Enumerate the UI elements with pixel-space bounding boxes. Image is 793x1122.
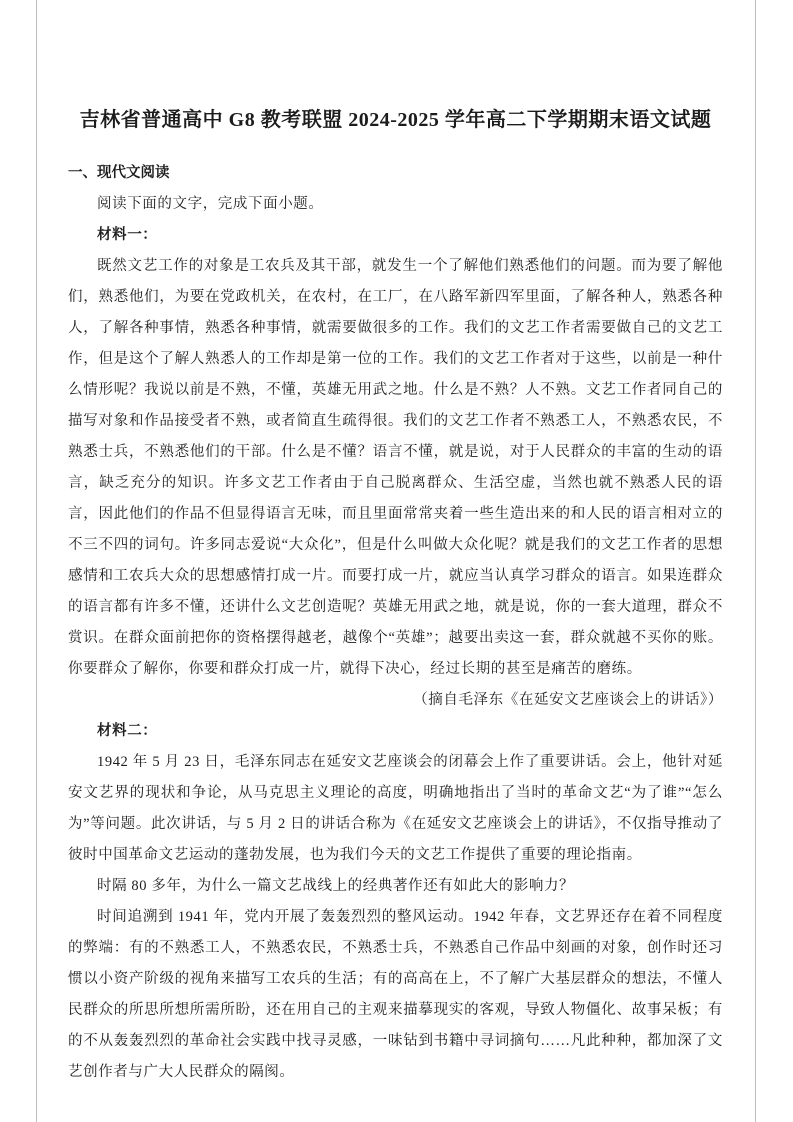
material-1-label: 材料一：	[97, 227, 158, 243]
material-2-paragraph: 1942 年 5 月 23 日，毛泽东同志在延安文艺座谈会的闭幕会上作了重要讲话。会上，他针对延安文艺界的现状和争论，从马克思主义理论的高度，明确地指出了当时的革命文艺“为了谁”“怎么为”等问题。此次讲话，与 5 月 2 日的讲话合称为《在延安文艺座谈会上的讲话》，不仅指导推动了彼时中国革命文艺运动的蓬勃发展，也为我们今天的文艺工作提供了重要的理论指南。	[68, 754, 723, 863]
document-content	[68, 106, 723, 1088]
material-1-body: 既然文艺工作的对象是工农兵及其干部，就发生一个了解他们熟悉他们的问题。而为要了解他们，熟悉他们，为要在党政机关，在农村，在工厂，在八路军新四军里面，了解各种人，熟悉各种人，了解各种事情，熟悉各种事情，就需要做很多的工作。我们的文艺工作者需要做自己的文艺工作，但是这个了解人熟悉人的工作却是第一位的工作。我们的文艺工作者对于这些，以前是一种什么情形呢？我说以前是不熟，不懂，英雄无用武之地。什么是不熟？人不熟。文艺工作者同自己的描写对象和作品接受者不熟，或者简直生疏得很。我们的文艺工作者不熟悉工人，不熟悉农民，不熟悉士兵，不熟悉他们的干部。什么是不懂？语言不懂，就是说，对于人民群众的丰富的生动的语言，缺乏充分的知识。许多文艺工作者由于自己脱离群众、生活空虚，当然也就不熟悉人民的语言，因此他们的作品不但显得语言无味，而且里面常常夹着一些生造出来的和人民的语言相对立的不三不四的词句。许多同志爱说“大众化”，但是什么叫做大众化呢？就是我们的文艺工作者的思想感情和工农兵大众的思想感情打成一片。而要打成一片，就应当认真学习群众的语言。如果连群众的语言都有许多不懂，还讲什么文艺创造呢？英雄无用武之地，就是说，你的一套大道理，群众不赏识。在群众面前把你的资格摆得越老，越像个“英雄”；越要出卖这一套，群众就越不买你的账。你要群众了解你，你要和群众打成一片，就得下决心，经过长期的甚至是痛苦的磨练。	[68, 258, 723, 677]
material-1-attribution: （摘自毛泽东《在延安文艺座谈会上的讲话》）	[413, 692, 723, 708]
page-title: 吉林省普通高中 G8 教考联盟 2024-2025 学年高二下学期期末语文试题	[79, 109, 712, 131]
page-border-right	[755, 0, 756, 1122]
section-heading: 一、现代文阅读	[68, 165, 170, 181]
material-2-paragraph: 时隔 80 多年，为什么一篇文艺战线上的经典著作还有如此大的影响力？	[97, 878, 575, 894]
reading-instruction: 阅读下面的文字，完成下面小题。	[97, 196, 324, 212]
material-2-paragraph: 时间追溯到 1941 年，党内开展了轰轰烈烈的整风运动。1942 年春，文艺界还存在着不同程度的弊端：有的不熟悉工人，不熟悉农民，不熟悉士兵，不熟悉自己作品中刻画的对象，创作时还习惯以小资产阶级的视角来描写工农兵的生活；有的高高在上，不了解广大基层群众的想法，不懂人民群众的所思所想所需所盼，还在用自己的主观来描摹现实的客观，导致人物僵化、故事呆板；有的不从轰轰烈烈的革命社会实践中找寻灵感，一味钻到书籍中寻词摘句……凡此种种，都加深了文艺创作者与广大人民群众的隔阂。	[68, 909, 723, 1080]
material-2-label: 材料二：	[97, 723, 158, 739]
page-border-left	[36, 0, 37, 1122]
